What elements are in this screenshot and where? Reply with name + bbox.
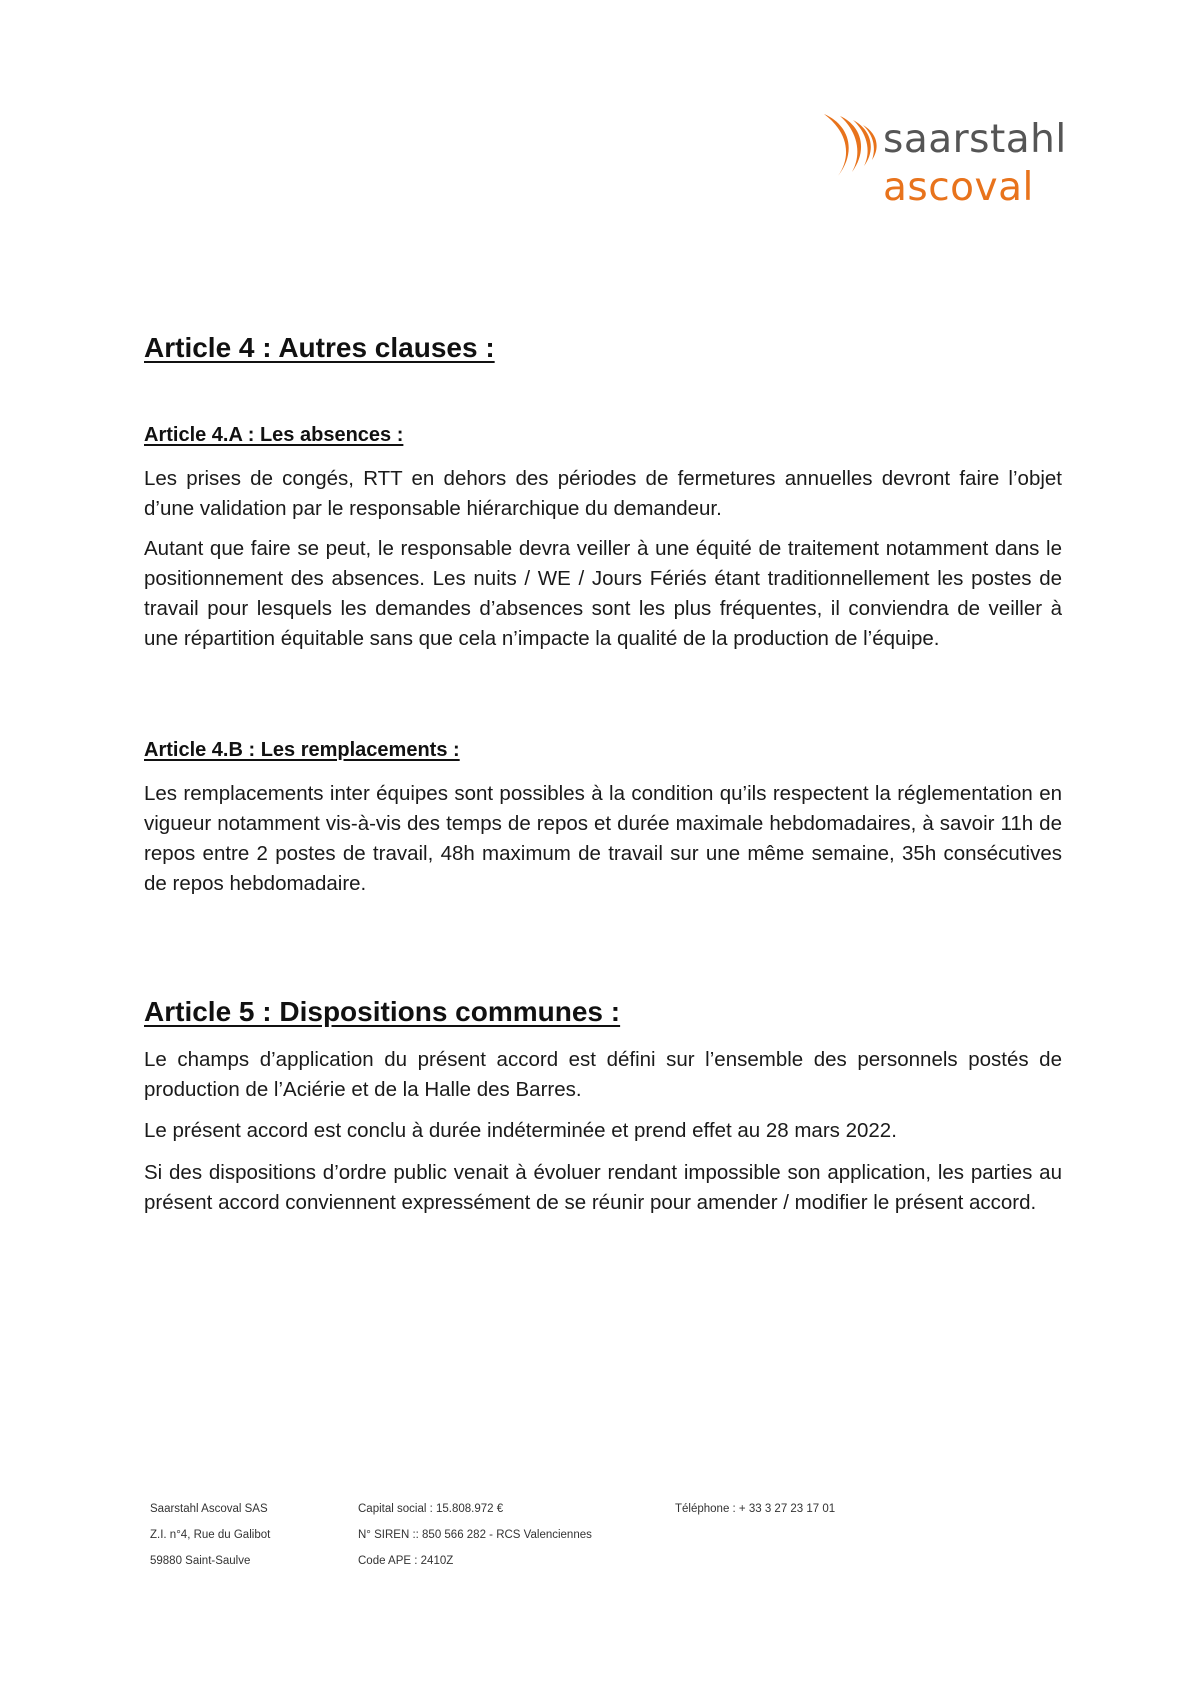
footer-ape-code: Code APE : 2410Z [358,1555,454,1567]
logo-swoosh-icon [822,110,880,180]
article-5-paragraph-2: Le présent accord est conclu à durée indéterminée et prend effet au 28 mars 2022. [144,1119,897,1142]
article-4b-heading: Article 4.B : Les remplacements : [144,739,460,761]
article-4a-paragraph-1: Les prises de congés, RTT en dehors des périodes de fermetures annuelles devront faire l’objet d’une validation par le responsable hiérarchique du demandeur. [144,467,1062,520]
article-5-heading: Article 5 : Dispositions communes : [144,996,621,1027]
footer-company-column [150,1496,270,1574]
footer-contact-column [675,1496,835,1522]
footer-address: Z.I. n°4, Rue du Galibot [150,1529,271,1541]
article-4a-section [144,424,1062,447]
logo-text-saarstahl: saarstahl [883,117,1067,162]
article-5-paragraph-2-block [144,1116,1062,1146]
article-4a-paragraph-2-block [144,534,1062,654]
article-4b-paragraph-1-block [144,779,1062,899]
footer-capital: Capital social : 15.808.972 € [358,1503,504,1515]
article-5-paragraph-1: Le champs d’application du présent accord est défini sur l’ensemble des personnels postés de production de l’Aciérie et de la Halle des Barres. [144,1048,1062,1101]
footer-siren: N° SIREN :: 850 566 282 - RCS Valenciennes [358,1529,592,1541]
article-4a-paragraph-1-block [144,464,1062,524]
article-5-paragraph-1-block [144,1045,1062,1105]
article-5-paragraph-3: Si des dispositions d’ordre public venait à évoluer rendant impossible son application, les parties au présent accord conviennent expressément de se réunir pour amender / modifier le présent accord. [144,1161,1062,1214]
article-4-heading-block [144,332,1062,364]
article-5-paragraph-3-block [144,1158,1062,1218]
footer-company-name: Saarstahl Ascoval SAS [150,1503,268,1515]
company-logo [822,108,1067,210]
article-4a-paragraph-2: Autant que faire se peut, le responsable devra veiller à une équité de traitement notamment dans le positionnement des absences. Les nuits / WE / Jours Fériés étant traditionnellement les postes de travail pour lesquels les demandes d’absences sont les plus fréquentes, il conviendra de veiller à une répartition équitable sans que cela n’impacte la qualité de la production de l’équipe. [144,537,1062,650]
footer-city: 59880 Saint-Saulve [150,1555,251,1567]
article-4a-heading: Article 4.A : Les absences : [144,424,404,446]
article-5-heading-block [144,996,1062,1028]
footer-legal-column [358,1496,592,1574]
footer-phone: Téléphone : + 33 3 27 23 17 01 [675,1503,836,1515]
article-4b-section [144,739,1062,762]
logo-text-ascoval: ascoval [883,165,1034,210]
article-4b-paragraph-1: Les remplacements inter équipes sont possibles à la condition qu’ils respectent la réglementation en vigueur notamment vis-à-vis des temps de repos et durée maximale hebdomadaires, à savoir 11h de repos entre 2 postes de travail, 48h maximum de travail sur une même semaine, 35h consécutives de repos hebdomadaire. [144,782,1062,895]
article-4-heading: Article 4 : Autres clauses : [144,332,495,363]
